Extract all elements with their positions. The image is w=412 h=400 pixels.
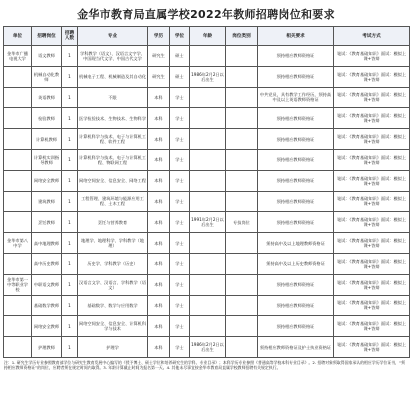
cell-major: 历史学、学科教学（历史） [78,253,148,274]
cell-requirements: 须持相应教师资格证 [258,46,334,67]
cell-age [190,46,226,67]
cell-category [226,253,258,274]
cell-major: 医学检验技术、生物技术、生物科学 [78,108,148,129]
cell-position: 建筑教师 [32,191,62,212]
table-row [4,46,410,67]
cell-category [226,274,258,295]
cell-education: 本科 [148,170,170,191]
cell-position: 英语教师 [32,87,62,108]
cell-exam: 笔试：《教育基础知识》面试：模拟上课+答辩 [334,108,410,129]
cell-exam: 笔试：《教育基础知识》面试：模拟上课+答辩 [334,274,410,295]
cell-degree: 学士 [170,149,190,170]
cell-exam: 笔试：《教育基础知识》面试：模拟上课+答辩 [334,46,410,67]
table-row [4,337,410,358]
cell-education: 本科 [148,87,170,108]
cell-category [226,170,258,191]
cell-exam: 笔试：《教育基础知识》面试：模拟上课+答辩 [334,253,410,274]
table-row [4,66,410,87]
cell-position: 机械自动化教师 [32,66,62,87]
cell-category: 专技岗位 [226,212,258,233]
cell-education: 研究生 [148,46,170,67]
cell-unit [4,191,32,212]
table-row [4,212,410,233]
cell-degree: 硕士 [170,66,190,87]
cell-requirements: 须持相应教师资格证 [258,316,334,337]
cell-exam: 笔试：《教育基础知识》面试：模拟上课+答辩 [334,316,410,337]
header-cell-count: 招聘人数 [62,27,78,46]
cell-degree: 学士 [170,316,190,337]
cell-category [226,316,258,337]
cell-degree: 学士 [170,233,190,254]
cell-major: 汉语言文学、汉语言、学科教学（语文） [78,274,148,295]
cell-category [226,233,258,254]
cell-position: 计算机教师 [32,129,62,150]
cell-major: 基础数学、数学与应用数学 [78,295,148,316]
cell-age [190,274,226,295]
cell-category [226,129,258,150]
cell-requirements: 须持相应教师资格证 [258,191,334,212]
cell-major: 学科教学（语文）、汉语言文字学、中国现当代文学、中国古代文学 [78,46,148,67]
recruitment-table [3,26,410,358]
footnote: 注：1. 研究生学历专业参照教育部学位与研究生教育发展中心编写的《授予博士、硕士学位和培养研究生的学科、专业目录》；本科学历专业参照《普通高等学校本科专业目录》。2. 招聘对象须取得国家承认的相应学历学位证书，“须持相应教师资格证”的岗位，应聘者须在规定时间内取得。3. 年龄计算截止时间为报名第一天。4. 其他未尽事宜按金华市教育局直属学校教师招聘有关规定执行。 [4,360,405,371]
cell-exam: 笔试：《教育基础知识》面试：模拟上课+答辩 [334,191,410,212]
header-cell-requirements: 相关要求 [258,27,334,46]
cell-education: 本科 [148,212,170,233]
cell-requirements: 须持相应教师资格证及护士执业资格证 [258,337,334,358]
cell-major: 网络空间安全、信息安全、计算机科学与技术 [78,316,148,337]
cell-degree: 学士 [170,191,190,212]
cell-count: 1 [62,253,78,274]
cell-exam: 笔试：《教育基础知识》面试：模拟上课+答辩 [334,295,410,316]
cell-requirements: 须持相应教师资格证 [258,170,334,191]
cell-category [226,46,258,67]
cell-education: 本科 [148,253,170,274]
cell-education: 本科 [148,316,170,337]
cell-degree: 学士 [170,253,190,274]
cell-degree: 学士 [170,170,190,191]
cell-age [190,233,226,254]
cell-count: 1 [62,212,78,233]
cell-requirements: 须持高中及以上地理教师资格证 [258,233,334,254]
cell-category [226,66,258,87]
cell-position: 网络安全教师 [32,170,62,191]
cell-age: 1986年2月2日以后出生 [190,66,226,87]
table-row [4,295,410,316]
cell-count: 1 [62,46,78,67]
cell-age [190,253,226,274]
cell-count: 1 [62,337,78,358]
cell-requirements: 须持相应教师资格证 [258,274,334,295]
cell-position: 烹饪教师 [32,212,62,233]
header-cell-degree: 学位 [170,27,190,46]
table-row [4,233,410,254]
cell-exam: 笔试：《教育基础知识》面试：模拟上课+答辩 [334,66,410,87]
cell-count: 1 [62,170,78,191]
cell-position: 检验教师 [32,108,62,129]
header-cell-exam: 考试方式 [334,27,410,46]
cell-position: 网络安全教师 [32,316,62,337]
cell-major: 工程管理、建筑环境与能源应用工程、土木工程 [78,191,148,212]
cell-major: 计算机科学与技术、电子与计算机工程、软件工程 [78,129,148,150]
cell-age: 1991年2月2日以后出生 [190,212,226,233]
cell-exam: 笔试：《教育基础知识》面试：模拟上课+答辩 [334,337,410,358]
cell-education: 本科 [148,149,170,170]
cell-count: 1 [62,295,78,316]
header-cell-position: 招聘岗位 [32,27,62,46]
cell-age: 1986年2月2日以后出生 [190,337,226,358]
table-row [4,191,410,212]
cell-major: 地理学、地理科学、学科教学（地理） [78,233,148,254]
cell-unit [4,87,32,108]
cell-degree: 硕士 [170,46,190,67]
cell-age [190,87,226,108]
cell-education: 本科 [148,108,170,129]
header-cell-major: 专业 [78,27,148,46]
cell-exam: 笔试：《教育基础知识》面试：模拟上课+答辩 [334,129,410,150]
cell-major: 网络空间安全、信息安全、网络工程 [78,170,148,191]
cell-count: 1 [62,149,78,170]
table-row [4,149,410,170]
cell-count: 1 [62,274,78,295]
cell-degree: 学士 [170,295,190,316]
cell-degree: 学士 [170,129,190,150]
cell-position: 护理教师 [32,337,62,358]
cell-count: 1 [62,316,78,337]
cell-age [190,316,226,337]
cell-major: 不限 [78,87,148,108]
cell-requirements: 中共党员，具有教学工作经历，须持高中及以上英语教师资格证 [258,87,334,108]
cell-position: 中职语文教师 [32,274,62,295]
cell-major: 计算机科学与技术、电子与计算机工程、物联网工程 [78,149,148,170]
cell-requirements: 须持相应教师资格证 [258,66,334,87]
cell-degree: 学士 [170,337,190,358]
cell-education: 本科 [148,337,170,358]
cell-age [190,149,226,170]
cell-major: 机械电子工程、机械制造及其自动化 [78,66,148,87]
table-row [4,316,410,337]
cell-major: 烹饪与营养教育 [78,212,148,233]
cell-count: 1 [62,129,78,150]
header-cell-category: 岗位类别 [226,27,258,46]
cell-age [190,170,226,191]
cell-unit [4,337,32,358]
cell-position: 高中历史教师 [32,253,62,274]
cell-requirements: 须持相应教师资格证 [258,108,334,129]
cell-category [226,337,258,358]
cell-position: 计算机实训指导教师 [32,149,62,170]
cell-requirements: 须持相应教师资格证 [258,129,334,150]
table-row [4,253,410,274]
cell-category [226,295,258,316]
header-cell-age: 年龄 [190,27,226,46]
cell-exam: 笔试：《教育基础知识》面试：模拟上课+答辩 [334,170,410,191]
cell-major: 护理学 [78,337,148,358]
cell-age [190,108,226,129]
cell-exam: 笔试：《教育基础知识》面试：模拟上课+答辩 [334,233,410,254]
cell-education: 本科 [148,233,170,254]
cell-unit [4,295,32,316]
cell-requirements: 须持高中及以上历史教师资格证 [258,253,334,274]
cell-unit [4,212,32,233]
cell-degree: 学士 [170,87,190,108]
cell-age [190,129,226,150]
cell-unit [4,253,32,274]
cell-count: 1 [62,191,78,212]
header-cell-education: 学历 [148,27,170,46]
table-row [4,170,410,191]
cell-unit [4,66,32,87]
cell-education: 本科 [148,129,170,150]
cell-education: 本科 [148,191,170,212]
cell-education: 本科 [148,295,170,316]
cell-unit [4,149,32,170]
cell-degree: 学士 [170,274,190,295]
table-row [4,129,410,150]
cell-requirements: 须持相应教师资格证 [258,295,334,316]
cell-education: 本科 [148,274,170,295]
cell-count: 1 [62,108,78,129]
table-row [4,274,410,295]
cell-position: 语文教师 [32,46,62,67]
cell-education: 研究生 [148,66,170,87]
cell-unit: 金华市第八中学 [4,233,32,254]
cell-requirements: 须持相应教师资格证 [258,149,334,170]
cell-count: 1 [62,87,78,108]
cell-position: 高中地理教师 [32,233,62,254]
table-row [4,87,410,108]
cell-category [226,149,258,170]
cell-position: 基础数学教师 [32,295,62,316]
cell-unit [4,108,32,129]
cell-unit [4,129,32,150]
cell-unit: 金华市第一中等职业学校 [4,274,32,295]
cell-category [226,87,258,108]
cell-count: 1 [62,233,78,254]
page-title: 金华市教育局直属学校2022年教师招聘岗位和要求 [77,8,335,21]
cell-unit [4,316,32,337]
cell-exam: 笔试：《教育基础知识》面试：模拟上课+答辩 [334,212,410,233]
cell-degree: 学士 [170,108,190,129]
cell-category [226,108,258,129]
cell-category [226,191,258,212]
cell-age [190,295,226,316]
header-cell-unit: 单位 [4,27,32,46]
cell-unit [4,170,32,191]
cell-count: 1 [62,66,78,87]
cell-requirements: 须持相应教师资格证 [258,212,334,233]
cell-age [190,191,226,212]
cell-degree: 学士 [170,212,190,233]
header-row [4,27,410,46]
cell-exam: 笔试：《教育基础知识》面试：模拟上课+答辩 [334,149,410,170]
table-row [4,108,410,129]
cell-unit: 金华市广播电视大学 [4,46,32,67]
cell-exam: 笔试：《教育基础知识》面试：模拟上课+答辩 [334,87,410,108]
